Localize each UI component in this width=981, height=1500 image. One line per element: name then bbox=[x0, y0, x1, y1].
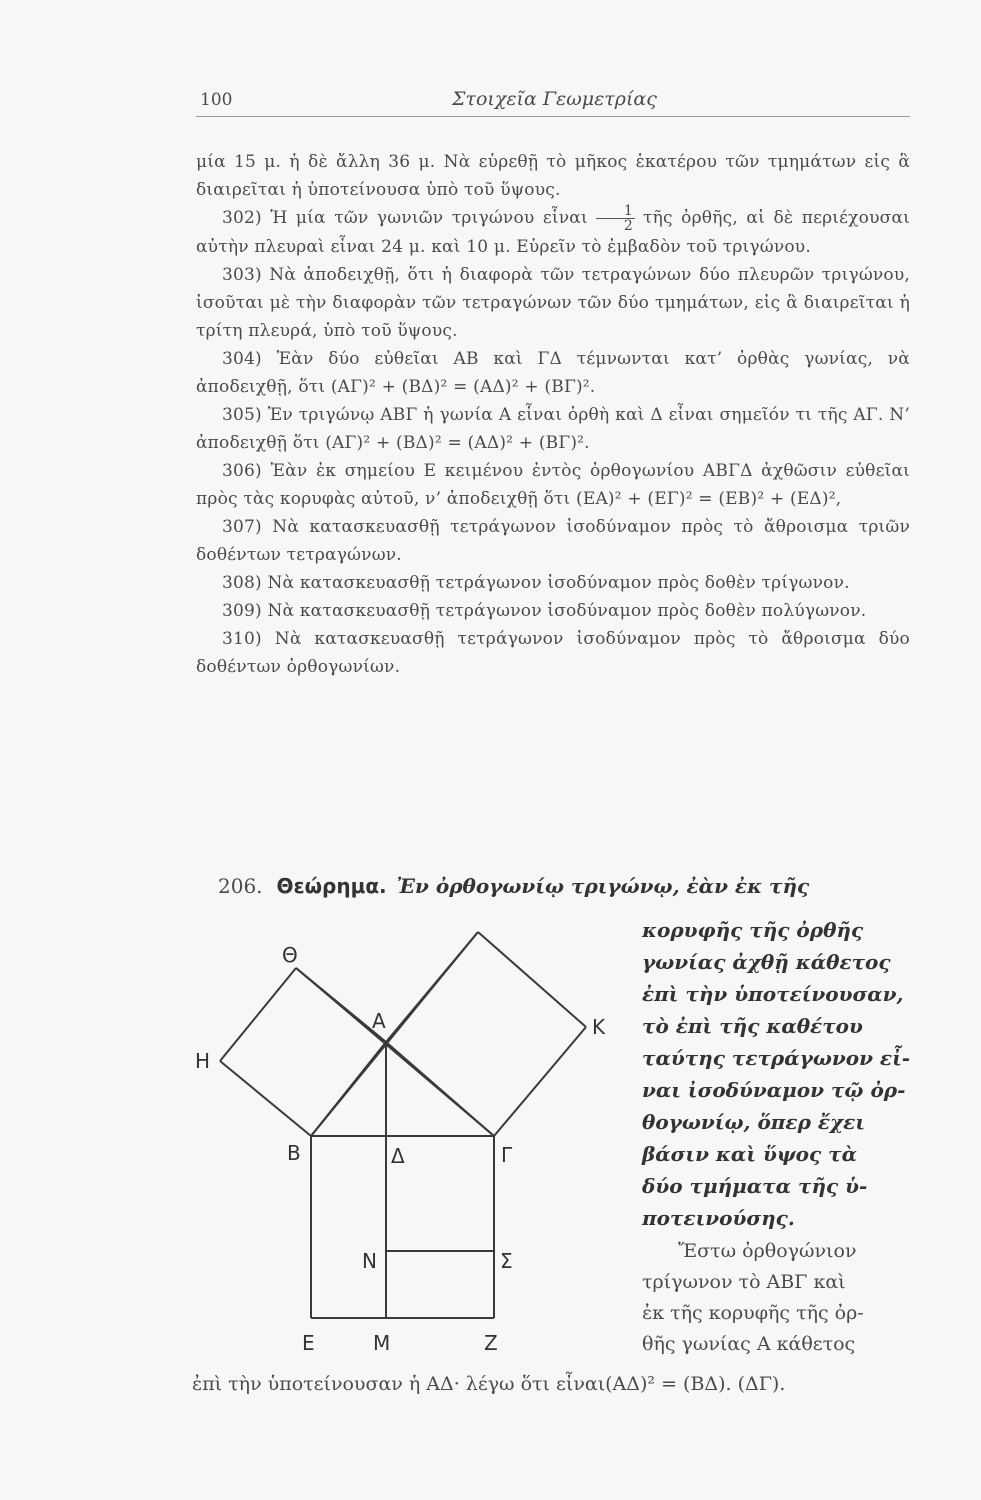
label-kappa: Κ bbox=[592, 1015, 606, 1039]
label-epsilon: Ε bbox=[302, 1331, 315, 1355]
fraction-numerator: 1 bbox=[596, 204, 635, 219]
exercise-305: 305) Ἐν τριγώνῳ ΑΒΓ ἡ γωνία Α εἶναι ὀρθὴ καὶ Δ εἶναι σημεῖόν τι τῆς ΑΓ. Ν’ ἀποδειχθῇ ὅτι (ΑΓ)² + (ΒΔ)² = (ΑΔ)² + (ΒΓ)². bbox=[196, 405, 910, 453]
proof-line: Ἔστω ὀρθογώνιον bbox=[678, 1240, 857, 1262]
label-beta: Β bbox=[287, 1141, 301, 1165]
theorem-statement-line: ταύτης τετράγωνον εἶ- bbox=[642, 1046, 911, 1070]
extension-B-apex bbox=[311, 932, 478, 1136]
theorem-statement-line: ποτεινούσης. bbox=[642, 1206, 795, 1230]
exercise-307: 307) Νὰ κατασκευασθῇ τετράγωνον ἰσοδύναμον πρὸς τὸ ἄθροισμα τριῶν δοθέντων τετραγώνων. bbox=[196, 517, 910, 565]
exercise-308: 308) Νὰ κατασκευασθῇ τετράγωνον ἰσοδύναμον πρὸς δοθὲν τρίγωνον. bbox=[222, 573, 850, 593]
segment-GK bbox=[494, 1027, 586, 1136]
theorem-statement-line: γωνίας ἀχθῇ κάθετος bbox=[642, 950, 891, 974]
theorem-statement-line: βάσιν καὶ ὕψος τὰ bbox=[642, 1142, 857, 1166]
proof-last-line: ἐπὶ τὴν ὑποτείνουσαν ἡ ΑΔ· λέγω ὅτι εἶναι(ΑΔ)² = (ΒΔ). (ΔΓ). bbox=[192, 1373, 786, 1395]
theorem-statement-line: ναι ἰσοδύναμον τῷ ὀρ- bbox=[642, 1078, 906, 1102]
theorem-statement-line: δύο τμήματα τῆς ὑ- bbox=[642, 1174, 868, 1198]
proof-line: ἐκ τῆς κορυφῆς τῆς ὀρ- bbox=[642, 1302, 864, 1324]
theorem-statement-line: κορυφῆς τῆς ὀρθῆς bbox=[642, 918, 864, 942]
label-delta: Δ bbox=[391, 1144, 405, 1168]
exercise-301-continuation: μία 15 μ. ἡ δὲ ἄλλη 36 μ. Νὰ εὑρεθῇ τὸ μῆκος ἑκατέρου τῶν τμημάτων εἰς ἃ διαιρεῖται ἡ ὑποτείνουσα ὑπὸ τοῦ ὕψους. bbox=[196, 152, 910, 200]
label-mu: Μ bbox=[373, 1331, 391, 1355]
exercise-310: 310) Νὰ κατασκευασθῇ τετράγωνον ἰσοδύναμον πρὸς τὸ ἄθροισμα δύο δοθέντων ὀρθογωνίων. bbox=[196, 629, 910, 677]
exercise-303: 303) Νὰ ἀποδειχθῇ, ὅτι ἡ διαφορὰ τῶν τετραγώνων δύο πλευρῶν τριγώνου, ἰσοῦται μὲ τὴν διαφορὰν τῶν τετραγώνων τῶν δύο τμημάτων, εἰς ἃ διαιρεῖται ἡ τρίτη πλευρά, ὑπὸ τοῦ ὕψους. bbox=[196, 265, 910, 341]
theorem-statement-line: ἐπὶ τὴν ὑποτείνουσαν, bbox=[642, 982, 904, 1006]
segment-BH bbox=[220, 1061, 311, 1136]
pythagorean-figure bbox=[185, 905, 625, 1375]
exercise-309: 309) Νὰ κατασκευασθῇ τετράγωνον ἰσοδύναμον πρὸς δοθὲν πολύγωνον. bbox=[222, 601, 867, 621]
segment-H-theta bbox=[220, 968, 296, 1061]
label-alpha: Α bbox=[372, 1009, 386, 1033]
exercise-302-text-b: τῆς ὀρθῆς, αἱ δὲ περιέχουσαι αὐτὴν πλευραὶ εἶναι 24 μ. καὶ 10 μ. Εὑρεῖν τὸ ἐμβαδὸν τοῦ τριγώνου. bbox=[196, 208, 910, 257]
exercise-304: 304) Ἐὰν δύο εὐθεῖαι ΑΒ καὶ ΓΔ τέμνωνται κατ’ ὀρθὰς γωνίας, νὰ ἀποδειχθῇ, ὅτι (ΑΓ)² + (ΒΔ)² = (ΑΔ)² + (ΒΓ)². bbox=[196, 349, 910, 397]
theorem-number: 206. bbox=[218, 874, 263, 898]
label-gamma: Γ bbox=[501, 1143, 513, 1167]
label-eta: Η bbox=[195, 1049, 211, 1073]
exercise-302-text-a: 302) Ἡ μία τῶν γωνιῶν τριγώνου εἶναι bbox=[222, 208, 588, 228]
proof-line: τρίγωνον τὸ ΑΒΓ καὶ bbox=[642, 1271, 846, 1293]
proof-line: θῆς γωνίας Α κάθετος bbox=[642, 1333, 856, 1355]
theorem-label: Θεώρημα. bbox=[276, 874, 387, 898]
label-theta: Θ bbox=[282, 943, 298, 967]
fraction-one-half bbox=[596, 204, 635, 233]
page-header bbox=[196, 86, 910, 117]
label-nu: Ν bbox=[362, 1249, 377, 1273]
page-number: 100 bbox=[200, 90, 233, 110]
label-zeta: Ζ bbox=[484, 1331, 498, 1355]
theorem-statement-line: θογωνίῳ, ὅπερ ἔχει bbox=[642, 1110, 865, 1134]
extension-G-theta bbox=[296, 968, 494, 1136]
label-sigma: Σ bbox=[500, 1249, 513, 1273]
exercise-306: 306) Ἐὰν ἐκ σημείου Ε κειμένου ἐντὸς ὀρθογωνίου ΑΒΓΔ ἀχθῶσιν εὐθεῖαι πρὸς τὰς κορυφὰς αὐτοῦ, ν’ ἀποδειχθῇ ὅτι (ΕΑ)² + (ΕΓ)² = (ΕΒ)² + (ΕΔ)², bbox=[196, 461, 910, 509]
theorem-statement-line-0: Ἐν ὀρθογωνίῳ τριγώνῳ, ἐὰν ἐκ τῆς bbox=[396, 874, 810, 898]
theorem-statement bbox=[642, 914, 914, 1234]
running-title: Στοιχεῖα Γεωμετρίας bbox=[452, 88, 657, 110]
proof-text bbox=[642, 1236, 914, 1360]
segment-K-apex bbox=[478, 932, 586, 1027]
fraction-denominator: 2 bbox=[623, 218, 633, 234]
theorem-statement-line: τὸ ἐπὶ τῆς καθέτου bbox=[642, 1014, 863, 1038]
exercises-block bbox=[196, 148, 910, 681]
exercise-302 bbox=[196, 204, 910, 261]
theorem-heading bbox=[218, 874, 809, 898]
